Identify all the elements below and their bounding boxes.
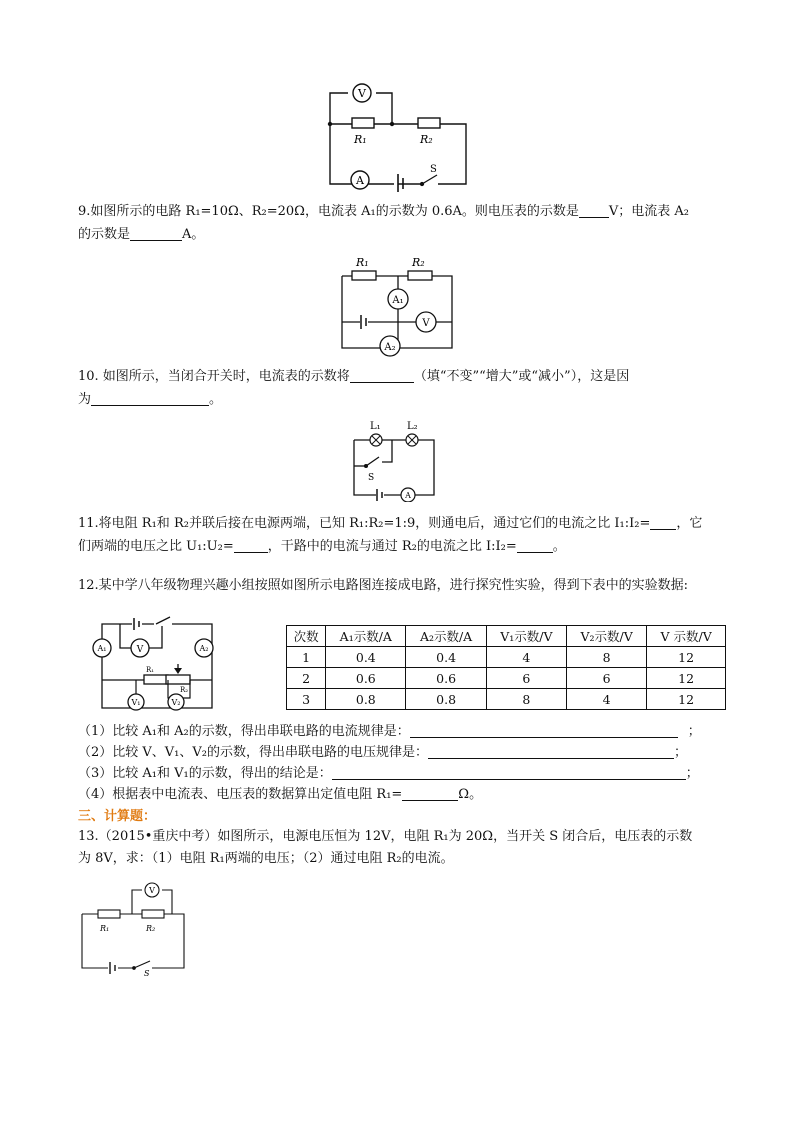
table-cell: 12 xyxy=(647,647,726,668)
q9-line1: 9.如图所示的电路 R₁=10Ω、R₂=20Ω，电流表 A₁的示数为 0.6A。则电压表的示数是 V；电流表 A₂ xyxy=(78,204,690,219)
label-s: S xyxy=(430,164,437,175)
lamp-l1-icon xyxy=(370,434,382,446)
table-header: A₁示数/A xyxy=(326,626,406,647)
voltmeter-icon xyxy=(416,312,436,332)
svg-text:V₁: V₁ xyxy=(131,698,141,707)
table-cell: 2 xyxy=(287,668,326,689)
q10-blank-reason[interactable] xyxy=(91,391,209,406)
label-r2: R₂ xyxy=(146,924,156,933)
table-cell: 12 xyxy=(647,668,726,689)
svg-text:V: V xyxy=(422,318,430,329)
table-cell: 8 xyxy=(566,647,646,668)
battery-icon xyxy=(108,962,118,974)
table-header: V₂示数/V xyxy=(566,626,646,647)
table-cell: 3 xyxy=(287,689,326,710)
table-cell: 0.6 xyxy=(406,668,486,689)
voltmeter-icon xyxy=(131,639,149,657)
data-table xyxy=(286,625,726,710)
table-header-row xyxy=(287,626,726,647)
table-row xyxy=(287,647,726,668)
voltmeter-v2-icon xyxy=(168,694,184,710)
table-row xyxy=(287,689,726,710)
label-r2: R₂ xyxy=(412,256,425,269)
svg-text:V₂: V₂ xyxy=(171,698,181,707)
table-cell: 4 xyxy=(486,647,566,668)
svg-text:V: V xyxy=(358,87,366,100)
label-r1: R₁ xyxy=(146,666,155,674)
q11-blank-current-ratio[interactable] xyxy=(650,515,676,530)
label-r2: R₂ xyxy=(420,133,433,146)
table-cell: 1 xyxy=(287,647,326,668)
q12-sub1: （1）比较 A₁和 A₂的示数，得出串联电路的电流规律是： ； xyxy=(78,724,701,739)
q12-blank-3[interactable] xyxy=(332,765,686,780)
voltmeter-v1-icon xyxy=(128,694,144,710)
label-l2: L₂ xyxy=(407,421,418,432)
table-cell: 6 xyxy=(486,668,566,689)
battery-icon xyxy=(360,315,368,329)
q12-intro: 12.某中学八年级物理兴趣小组按照如图所示电路图连接成电路，进行探究性实验，得到下表中的实验数据: xyxy=(78,578,689,593)
q9-line2: 的示数是 A。 xyxy=(78,227,205,242)
ammeter-a2-icon xyxy=(195,639,213,657)
q12-sub3: （3）比较 A₁和 V₁的示数，得出的结论是： ； xyxy=(78,766,699,781)
q11-blank-voltage-ratio[interactable] xyxy=(234,538,268,553)
ammeter-icon xyxy=(401,488,415,502)
q11-blank-total-ratio[interactable] xyxy=(517,538,553,553)
section-heading: 三、计算题： xyxy=(78,809,157,824)
circuit-figure-3 xyxy=(346,416,442,502)
battery-icon xyxy=(132,618,142,630)
label-r1: R₁ xyxy=(354,133,367,146)
ammeter-icon xyxy=(351,171,369,189)
svg-text:A₁: A₁ xyxy=(97,644,107,653)
label-s: S xyxy=(368,473,375,483)
table-cell: 8 xyxy=(486,689,566,710)
table-cell: 12 xyxy=(647,689,726,710)
q12-blank-4[interactable] xyxy=(402,786,458,801)
circuit-figure-4 xyxy=(92,614,222,714)
circuit-figure-5 xyxy=(74,878,192,976)
switch-icon xyxy=(421,175,439,186)
circuit-figure-2 xyxy=(334,254,464,358)
q10-blank-change[interactable] xyxy=(350,368,414,383)
table-cell: 0.4 xyxy=(406,647,486,668)
table-header: 次数 xyxy=(287,626,326,647)
voltmeter-icon xyxy=(353,84,371,102)
q11-line2: 们两端的电压之比 U₁:U₂= ，干路中的电流与通过 R₂的电流之比 I:I₂= 。 xyxy=(78,539,566,554)
svg-text:A₂: A₂ xyxy=(199,644,209,653)
switch-icon xyxy=(154,617,172,624)
q12-sub2: （2）比较 V、V₁、V₂的示数，得出串联电路的电压规律是： ； xyxy=(78,745,688,760)
table-header: A₂示数/A xyxy=(406,626,486,647)
label-r1: R₁ xyxy=(356,256,369,269)
table-cell: 0.8 xyxy=(406,689,486,710)
svg-text:A: A xyxy=(356,174,364,187)
svg-text:A₂: A₂ xyxy=(384,342,396,353)
label-r2: R₂ xyxy=(180,686,189,694)
q12-blank-2[interactable] xyxy=(428,744,674,759)
q11-line1: 11.将电阻 R₁和 R₂并联后接在电源两端，已知 R₁:R₂=1:9，则通电后，通过它们的电流之比 I₁:I₂= ，它 xyxy=(78,516,703,531)
table-row xyxy=(287,668,726,689)
switch-icon xyxy=(365,457,379,467)
ammeter-a1-icon xyxy=(388,289,408,309)
label-s: S xyxy=(144,969,150,976)
battery-icon xyxy=(376,489,384,501)
table-header: V₁示数/V xyxy=(486,626,566,647)
svg-text:A: A xyxy=(405,491,411,500)
table-cell: 0.4 xyxy=(326,647,406,668)
voltmeter-icon xyxy=(145,883,159,897)
ammeter-a2-icon xyxy=(380,336,400,356)
table-header: V 示数/V xyxy=(647,626,726,647)
q13-line2: 为 8V，求：（1）电阻 R₁两端的电压；（2）通过电阻 R₂的电流。 xyxy=(78,851,454,866)
table-cell: 6 xyxy=(566,668,646,689)
svg-text:V: V xyxy=(136,645,144,655)
label-r1: R₁ xyxy=(100,924,110,933)
ammeter-a1-icon xyxy=(93,639,111,657)
lamp-l2-icon xyxy=(406,434,418,446)
q9-blank-current[interactable] xyxy=(130,226,182,241)
q9-blank-voltage[interactable] xyxy=(579,203,609,218)
q10-line2: 为 。 xyxy=(78,392,223,407)
table-cell: 0.6 xyxy=(326,668,406,689)
circuit-figure-1 xyxy=(318,80,478,192)
table-cell: 0.8 xyxy=(326,689,406,710)
svg-text:A₁: A₁ xyxy=(392,295,404,306)
q13-line1: 13.（2015•重庆中考）如图所示，电源电压恒为 12V，电阻 R₁为 20Ω，当开关 S 闭合后，电压表的示数 xyxy=(78,829,693,844)
table-cell: 4 xyxy=(566,689,646,710)
label-l1: L₁ xyxy=(370,421,381,432)
q12-blank-1[interactable] xyxy=(410,723,678,738)
q12-sub4: （4）根据表中电流表、电压表的数据算出定值电阻 R₁= Ω。 xyxy=(78,787,483,802)
battery-icon xyxy=(396,174,403,192)
svg-text:V: V xyxy=(149,886,155,895)
q10-line1: 10. 如图所示，当闭合开关时，电流表的示数将 （填“不变”“增大”或“减小”），这是因 xyxy=(78,369,630,384)
